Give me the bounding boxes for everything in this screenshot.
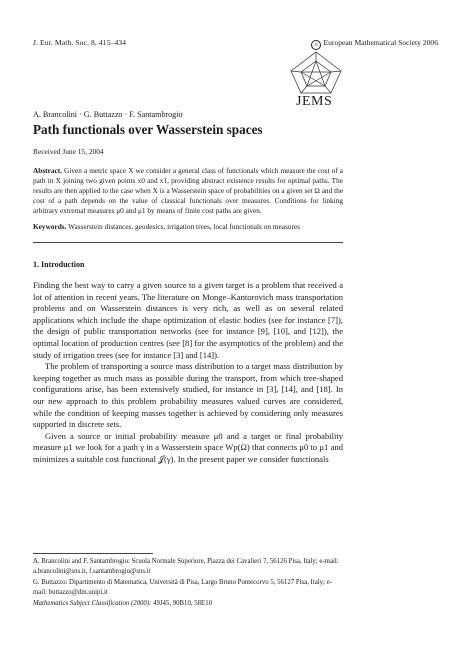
msc-line [33,599,343,609]
received-date: Received June 15, 2004 [33,147,104,156]
abstract-label: Abstract. [33,166,62,175]
footnote-rule [33,553,153,554]
section-title: Introduction [41,260,85,269]
keywords-text: Wasserstein distances, geodesics, irrigation trees, local functionals on measures [68,222,300,231]
keywords-label: Keywords. [33,222,67,231]
journal-citation: J. Eur. Math. Soc. 8, 415–434 [33,38,127,47]
section-number: 1. [33,260,39,269]
footnotes [33,557,343,611]
body-text [33,280,343,466]
authors: A. Brancolini · G. Buttazzo · F. Santambrogio [33,110,183,119]
paper-title: Path functionals over Wasserstein spaces [33,122,263,137]
divider [33,242,343,243]
abstract-text: Given a metric space X we consider a general class of functionals which measure the cost of a path in X joining two given points x0 and x1, providing abstract existence results for optimal paths. The results are then applied to the case when X is a Wasserstein space of probabilities on a given set Ω and the cost of a path depends on the value of classical functionals over measures. Conditions for linking arbitrary extremal measures μ0 and μ1 by means of finite cost paths are given. [33,166,343,215]
msc-codes: 49J45, 90B10, 58E10 [153,600,212,607]
keywords [33,222,353,231]
msc-label: Mathematics Subject Classification (2000): [33,600,152,607]
copyright-icon: c [311,40,321,50]
jems-logo-text: JEMS [296,94,333,109]
footnote: G. Buttazzo: Dipartimento di Matematica, Università di Pisa, Largo Bruno Pontecorvo 5, 56127 Pisa, Italy; e-mail: buttazzo@dm.unipi.it [33,579,332,596]
paragraph: Finding the best way to carry a given source to a given target is a problem that received a lot of attention in recent years. The literature on Monge–Kantorovich mass transportation problems and on Wasserstein distances is very rich, as well as on several related applications which include the shape optimization of elastic bodies (see for instance [7]), the design of public transportation networks (see for instance [9], [10], and [12]), the optimal location of production centres (see [8] for the asymptotics of the problem) and the study of irrigation trees (see for instance [3] and [14]). [33,280,343,360]
section-heading [33,260,84,269]
paragraph: The problem of transporting a source mass distribution to a target mass distribution by keeping together as much mass as possible during the transport, from which tree-shaped configurations arise, has been extensively studied, for instance in [3], [14], and [18]. In our new approach to this problem probability measures valued curves are considered, while the condition of keeping masses together is achieved by considering only measures supported in discrete sets. [33,361,343,430]
paragraph: Given a source or initial probability measure μ0 and a target or final probability measure μ1 we look for a path γ in a Wasserstein space Wp(Ω) that connects μ0 to μ1 and minimizes a suitable cost functional 𝒥(γ). In the present paper we consider functionals [33,430,343,464]
publisher: European Mathematical Society 2006 [323,38,438,47]
footnote: A. Brancolini and F. Santambrogio: Scuola Normale Superiore, Piazza dei Cavalieri 7, 56126 Pisa, Italy; e-mail: a.brancolini@sns.it, f.santambrogio@sns.it [33,558,339,575]
abstract [33,166,343,216]
